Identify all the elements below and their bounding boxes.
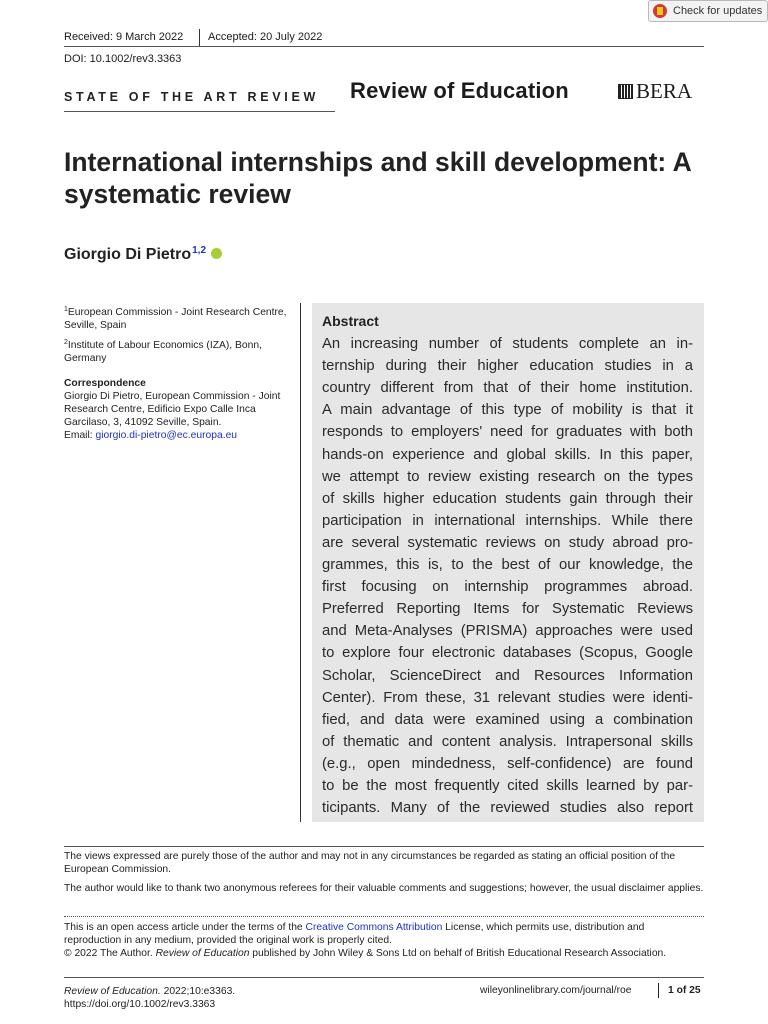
header-rule <box>64 46 704 47</box>
received-date: Received: 9 March 2022 <box>64 31 184 43</box>
doi: DOI: 10.1002/rev3.3363 <box>64 53 182 65</box>
abstract-line: of skills higher education students gain through their <box>322 490 693 507</box>
bera-logo <box>618 81 692 101</box>
journal-name: Review of Education <box>350 78 569 103</box>
abstract-line: Center). From these, 31 relevant studies were identi- <box>322 689 693 706</box>
abstract-line: of thematic and content analysis. Intrapersonal skills <box>322 733 693 750</box>
abstract-heading: Abstract <box>322 313 379 329</box>
abstract-line: participation in international internships. While there <box>322 512 693 529</box>
footnote-dotted-rule <box>64 916 704 917</box>
page-number: 1 of 25 <box>668 985 701 996</box>
abstract-line: Preferred Reporting Items for Systematic Reviews <box>322 601 693 618</box>
section-rule <box>64 111 335 112</box>
acknowledgement-note: The author would like to thank two anonymous referees for their valuable comments and suggestions; however, the usual disclaimer applies. <box>64 883 704 894</box>
license-notice <box>64 921 704 960</box>
correspondence-text: Giorgio Di Pietro, European Commission - Joint Research Centre, Edificio Expo Calle Inca Garcilaso, 3, 41092 Seville, Spain. <box>64 391 281 428</box>
affiliation-1: $^1$European Commission - Joint Research Centre, Seville, Spain <box>64 306 287 331</box>
abstract-line: Scholar, ScienceDirect and Resources Information <box>322 667 693 684</box>
abstract-line: ternship during their higher education studies in a <box>322 358 693 375</box>
correspondence-email: Email: giorgio.di-pietro@ec.europa.eu <box>64 430 238 441</box>
abstract-line: we attempt to review existing research on the types <box>322 468 693 485</box>
author-name[interactable]: Giorgio Di Pietro <box>64 246 192 263</box>
journal-site-link[interactable]: wileyonlinelibrary.com/journal/roe <box>480 985 632 996</box>
abstract-line: responds to employers' need for graduates with both <box>322 424 693 441</box>
abstract-line: fied, and data were examined using a combination <box>322 711 693 728</box>
article-title: International internships and skill development: A systematic review <box>64 147 691 209</box>
creative-commons-link[interactable]: Creative Commons Attribution <box>305 922 443 933</box>
bera-logo-text: BERA <box>636 79 693 103</box>
section-label: STATE OF THE ART REVIEW <box>64 90 320 104</box>
affiliations <box>64 303 294 442</box>
page-number-divider <box>658 983 659 998</box>
email-link[interactable]: giorgio.di-pietro@ec.europa.eu <box>95 430 238 441</box>
check-for-updates-button[interactable] <box>648 0 768 22</box>
crossmark-icon <box>653 4 667 18</box>
abstract-line: An increasing number of students complete an in- <box>322 336 693 352</box>
disclaimer-note: The views expressed are purely those of the author and may not in any circumstances be regarded as stating an official position of the European Commission. <box>64 851 676 875</box>
citation-doi-link[interactable]: https://doi.org/10.1002/rev3.3363 <box>64 999 216 1010</box>
abstract-line: to be the most frequently cited skills learned by par- <box>322 778 693 794</box>
abstract-line: country different from that of their home institution. <box>322 380 693 397</box>
column-divider <box>300 303 301 822</box>
footnote-rule <box>64 846 704 847</box>
author-affiliation-marks: 1,2 <box>192 245 207 256</box>
footnotes <box>64 850 704 901</box>
abstract-line: are several systematic reviews on study abroad pro- <box>322 534 693 551</box>
header-divider <box>199 29 200 46</box>
bera-logo-icon <box>618 84 633 99</box>
abstract-line: grammes, this is, to the best of our knowledge, the <box>322 557 693 573</box>
abstract-line: (e.g., open mindedness, self-confidence) are found <box>322 755 693 772</box>
check-for-updates-label: Check for updates <box>673 5 763 17</box>
page-footer-rule <box>64 977 704 978</box>
abstract-line: to explore four electronic databases (Scopus, Google <box>322 645 693 662</box>
license-text: This is an open access article under the terms of the Creative Commons Attribution License, which permits use, distribution and reproduction in any medium, provided the original work is properly cited. <box>64 922 645 946</box>
affiliation-2: $^2$Institute of Labour Economics (IZA), Bonn, Germany <box>64 339 262 364</box>
correspondence-heading: Correspondence <box>64 378 146 389</box>
abstract-line: hands-on experience and global skills. In this paper, <box>322 446 693 463</box>
abstract-line: ticipants. Many of the reviewed studies also report <box>322 800 693 817</box>
abstract-line: and Meta-Analyses (PRISMA) approaches were used <box>322 623 693 640</box>
citation: Review of Education. 2022;10:e3363. https://doi.org/10.1002/rev3.3363 <box>64 986 236 1010</box>
author-line <box>64 245 222 264</box>
abstract-line: first focusing on internship programmes abroad. <box>322 579 693 596</box>
accepted-date: Accepted: 20 July 2022 <box>208 31 323 43</box>
orcid-icon[interactable] <box>211 248 222 259</box>
abstract-line: A main advantage of this type of mobility is that it <box>322 402 693 419</box>
copyright-text: © 2022 The Author. Review of Education published by John Wiley & Sons Ltd on behalf of British Educational Research Association. <box>64 948 667 959</box>
